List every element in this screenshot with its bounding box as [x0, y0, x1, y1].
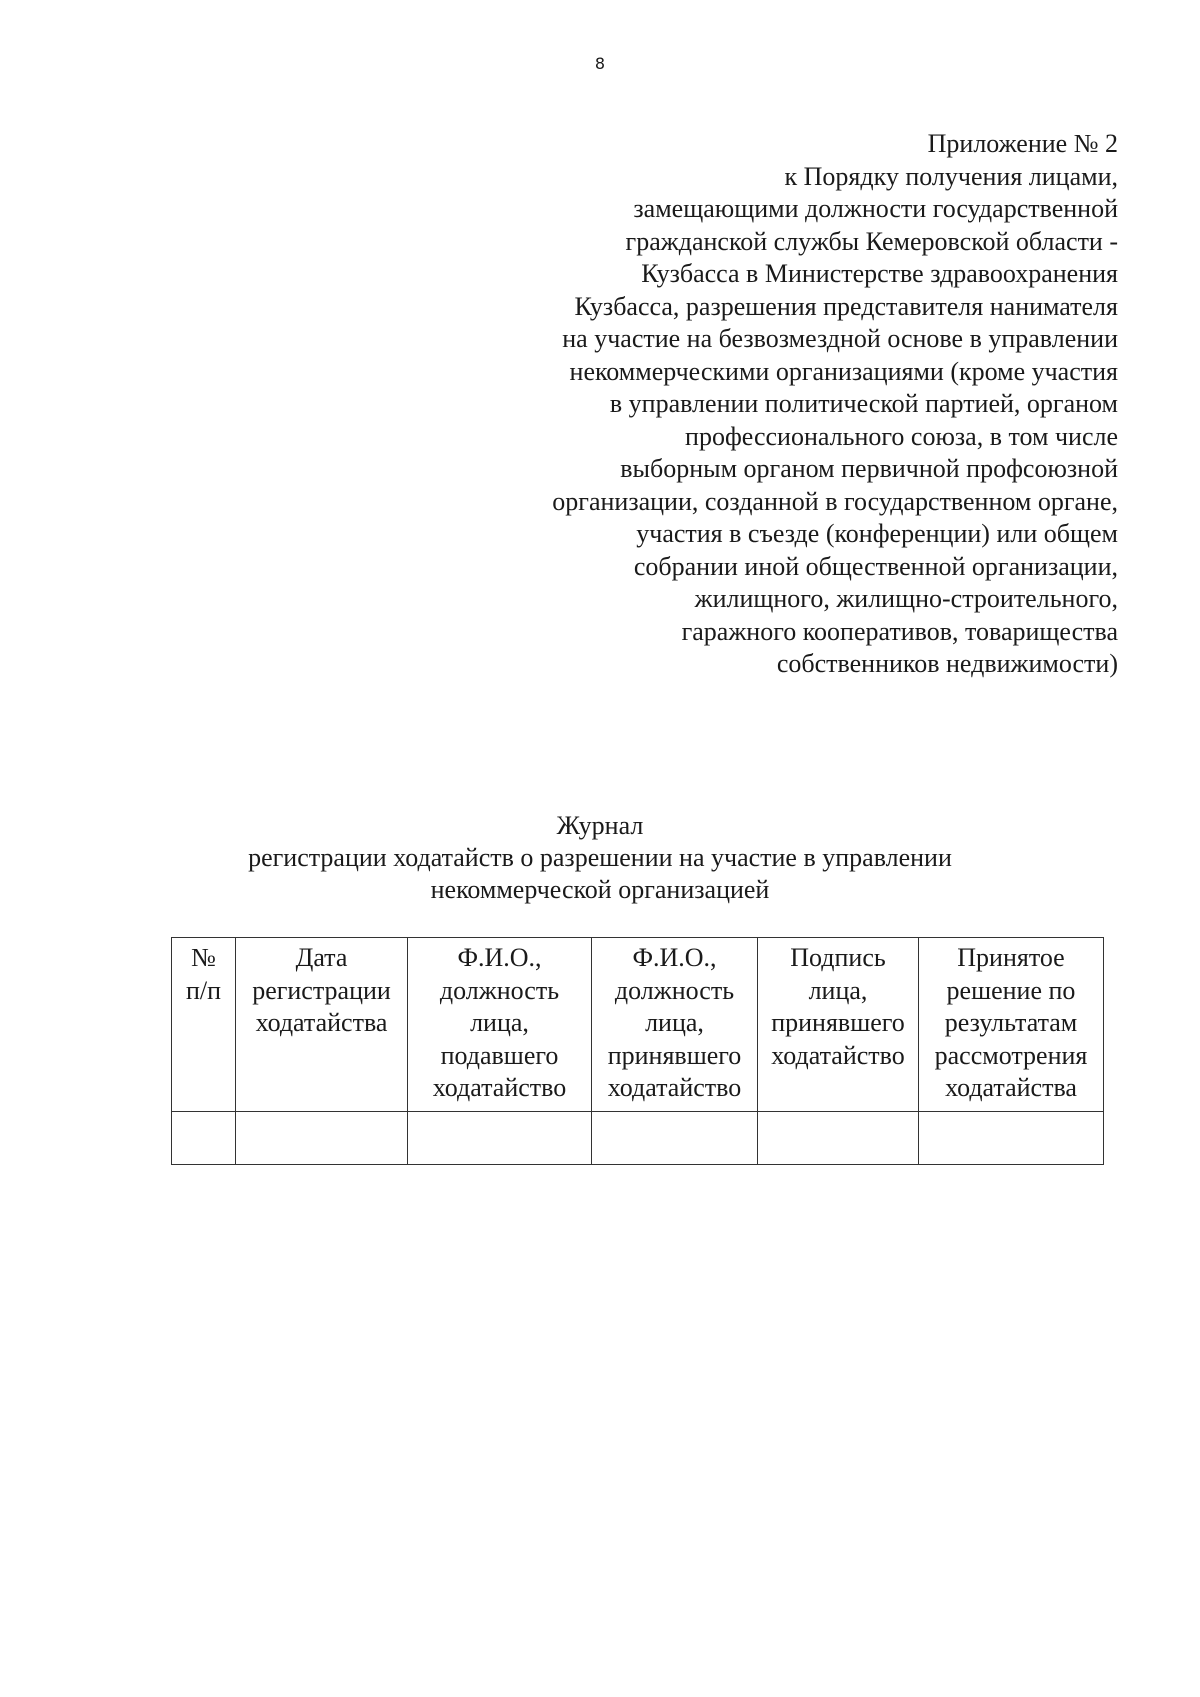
appendix-line: на участие на безвозмездной основе в управлении — [562, 324, 1118, 353]
appendix-line: некоммерческими организациями (кроме участия — [569, 356, 1118, 386]
column-header-applicant — [408, 938, 592, 1112]
table-cell — [592, 1111, 758, 1164]
journal-title-subtitle: регистрации ходатайств о разрешении на участие в управлении — [248, 843, 952, 872]
column-header-line: лица, — [808, 975, 868, 1005]
journal-title-subtitle: некоммерческой организацией — [430, 875, 770, 904]
column-header-line: подавшего — [440, 1040, 559, 1070]
column-header-line: ходатайства — [255, 1008, 388, 1037]
column-header-line: п/п — [185, 975, 222, 1005]
page-number: 8 — [594, 54, 606, 73]
column-header-line: Подпись — [790, 943, 886, 972]
appendix-line: профессионального союза, в том числе — [685, 421, 1118, 451]
table-header-row — [172, 938, 1104, 1112]
appendix-heading — [478, 128, 1118, 681]
column-header-line: рассмотрения — [934, 1040, 1088, 1070]
appendix-line: собственников недвижимости) — [776, 649, 1118, 678]
appendix-line: участия в съезде (конференции) или общем — [636, 519, 1118, 548]
appendix-line: жилищного, жилищно-строительного, — [694, 584, 1118, 613]
column-header-line: Ф.И.О., — [457, 943, 542, 972]
appendix-line: выборным органом первичной профсоюзной — [620, 454, 1118, 483]
column-header-line: принявшего — [607, 1040, 742, 1070]
column-header-line: ходатайство — [432, 1073, 567, 1102]
column-header-line: ходатайства — [945, 1073, 1077, 1102]
column-header-line: ходатайство — [607, 1073, 742, 1102]
column-header-line: № — [191, 943, 216, 972]
column-header-line: должность — [614, 975, 735, 1005]
table-cell — [236, 1111, 408, 1164]
column-header-line: лица, — [645, 1008, 704, 1037]
table-cell — [919, 1111, 1104, 1164]
column-header-line: регистрации — [252, 975, 391, 1005]
column-header-line: Принятое — [957, 943, 1065, 972]
journal-title — [0, 810, 1200, 906]
column-header-decision — [919, 938, 1104, 1112]
appendix-line: Приложение № 2 — [927, 129, 1118, 158]
appendix-line: в управлении политической партией, органом — [609, 389, 1118, 418]
journal-table — [171, 937, 1104, 1165]
table-cell — [172, 1111, 236, 1164]
column-header-line: ходатайство — [771, 1040, 905, 1070]
appendix-line: Кузбасса, разрешения представителя нанимателя — [574, 291, 1118, 321]
column-header-registration-date — [236, 938, 408, 1112]
appendix-line: организации, созданной в государственном органе, — [552, 486, 1118, 516]
column-header-line: результатам — [944, 1008, 1078, 1037]
appendix-line: к Порядку получения лицами, — [784, 161, 1118, 191]
appendix-line: гаражного кооперативов, товарищества — [681, 616, 1118, 646]
column-header-number — [172, 938, 236, 1112]
column-header-line: должность — [439, 975, 560, 1005]
appendix-line: Кузбасса в Министерстве здравоохранения — [641, 259, 1118, 288]
column-header-line: Ф.И.О., — [632, 943, 717, 972]
table-cell — [758, 1111, 919, 1164]
column-header-receiver — [592, 938, 758, 1112]
journal-title-heading: Журнал — [556, 811, 644, 840]
table-cell — [408, 1111, 592, 1164]
column-header-signature — [758, 938, 919, 1112]
table-row — [172, 1111, 1104, 1164]
column-header-line: решение по — [946, 975, 1076, 1005]
column-header-line: Дата — [295, 943, 348, 972]
appendix-line: собрании иной общественной организации, — [633, 551, 1118, 581]
column-header-line: лица, — [470, 1008, 529, 1037]
appendix-line: гражданской службы Кемеровской области - — [625, 226, 1118, 256]
appendix-line: замещающими должности государственной — [633, 194, 1118, 223]
column-header-line: принявшего — [771, 1008, 905, 1037]
